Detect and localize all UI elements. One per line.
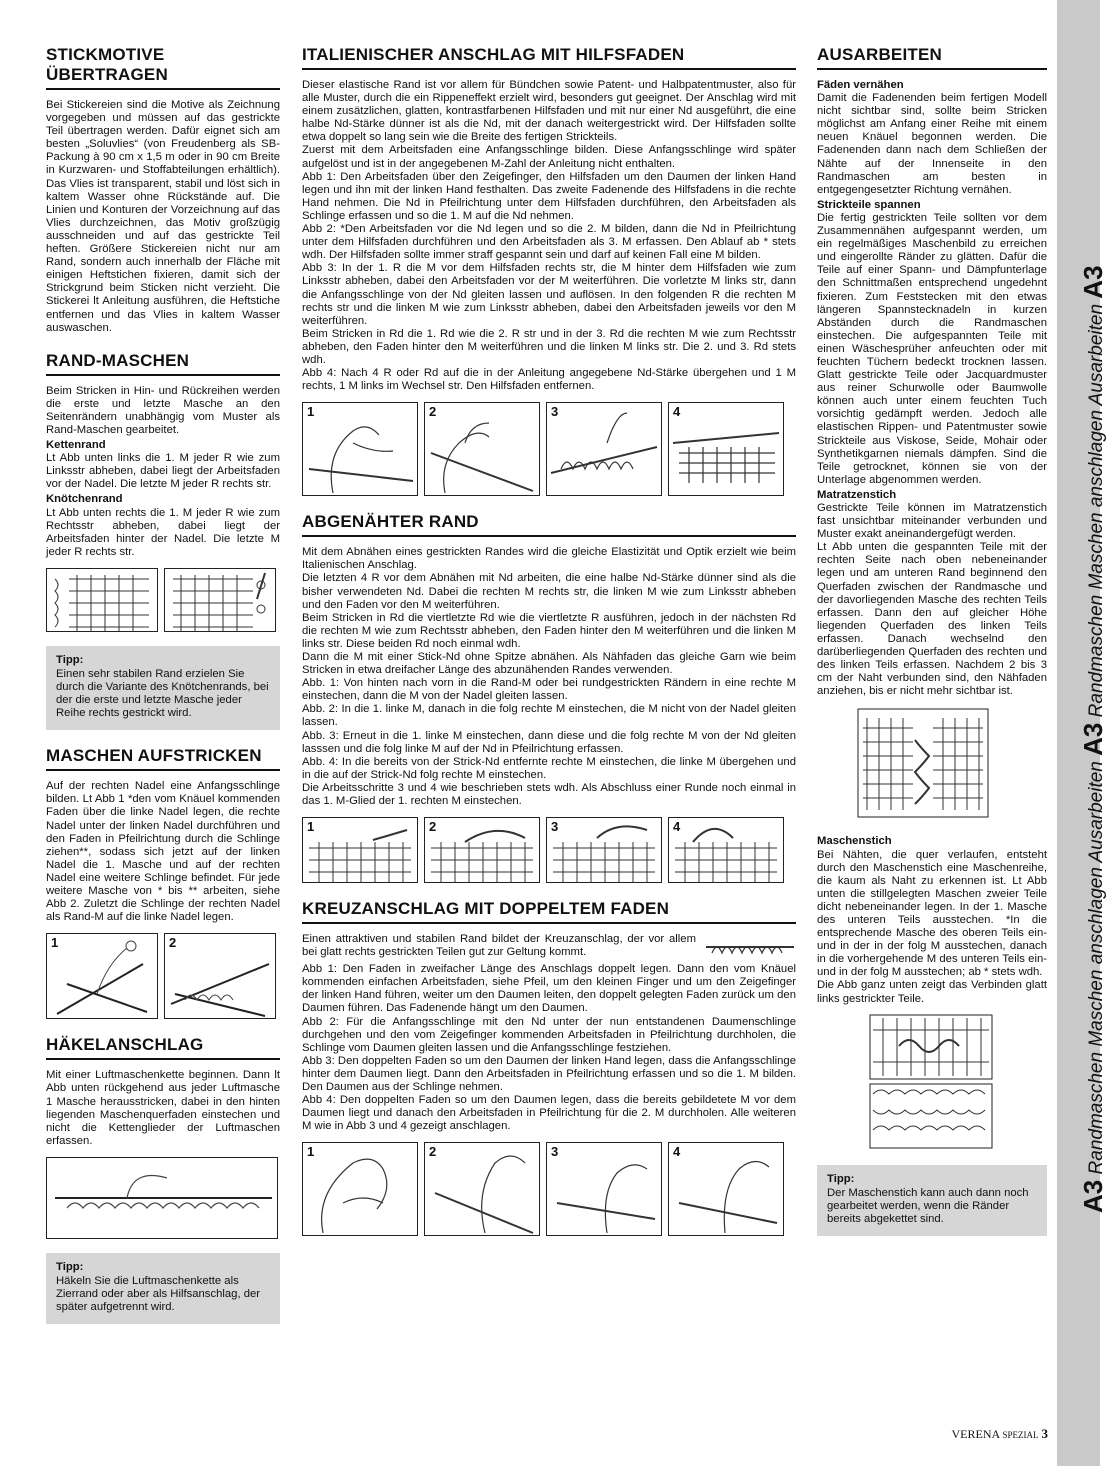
figure-maschenstich — [869, 1014, 1047, 1155]
section-body: Mit dem Abnähen eines gestrickten Randes wird die gleiche Elastizität und Optik erzielt wie beim Italienischen Anschlag. — [302, 546, 796, 572]
figure-panel — [46, 933, 158, 1019]
figure-panel — [546, 402, 662, 496]
figure-panel — [668, 1142, 784, 1236]
needles-drawing — [47, 934, 157, 1018]
hand-drawing — [669, 1143, 783, 1235]
figure-number: 2 — [429, 404, 437, 420]
tip-title: Tipp: — [56, 1260, 84, 1273]
knoetchenrand-drawing — [165, 569, 275, 631]
hand-needle-drawing — [303, 403, 417, 495]
section-body: Lt Abb unten die gespannten Teile mit der rechten Seite nach oben nebeneinander legen und am unteren Rand beginnend den Querfaden zwischen der Randmasche und der davorliegenden Masche des rechten Teils erfassen. Dann den auf gleicher Höhe liegenden Querfaden des linken Teils erfassen. Danach wechselnd den darüberliegenden Querfaden des rechten und des linken Teils erfassen. Nachdem 2 bis 3 cm der Naht verbunden sind, den Nähfaden anziehen, bis er nicht mehr sichtbar ist. — [817, 541, 1047, 698]
section-title: HÄKELANSCHLAG — [46, 1035, 280, 1060]
subheading: Strickteile spannen — [817, 198, 921, 211]
section-body: Abb. 4: In die bereits von der Strick-Nd entfernte rechte M einstechen, die linke M übergehen und in die auf der Strick-Nd folg rechte M einstechen. — [302, 755, 796, 781]
section-body: Mit einer Luftmaschenkette beginnen. Dann lt Abb unten rückgehend aus jeder Luftmasche 1 Masche herausstricken, dabei in den hinten liegenden Maschenquerfaden einstechen und nicht die Kettenglieder der Luftmaschen erfassen. — [46, 1069, 280, 1147]
section-italienischer-anschlag — [302, 45, 796, 496]
section-body: Beim Stricken in Rd die viertletzte Rd wie die viertletzte R ausführen, jedoch in der nächsten Rd die rechten M wie zum Rechtsstr abheben, den Faden hinter den M weiterführen und die linken M links str. Diese beiden Rd noch einmal wdh. — [302, 611, 796, 650]
figure-panel — [668, 817, 784, 883]
section-maschen-aufstricken — [46, 746, 280, 1019]
subheading: Maschenstich — [817, 835, 892, 848]
figure-number: 1 — [307, 404, 315, 420]
figure-number: 1 — [307, 1144, 315, 1160]
section-title: MASCHEN AUFSTRICKEN — [46, 746, 280, 771]
subheading: Matratzenstich — [817, 488, 897, 501]
section-title: RAND-MASCHEN — [46, 351, 280, 376]
knit-edge-illustration — [164, 568, 276, 632]
column-left — [46, 45, 280, 1340]
figure-kreuzanschlag — [302, 1142, 796, 1236]
tip-body: Der Maschenstich kann auch dann noch gearbeitet werden, wenn die Ränder bereits abgekettet sind. — [827, 1186, 1029, 1225]
kreuzanschlag-intro — [302, 933, 796, 963]
section-body: Abb 3: In der 1. R die M vor dem Hilfsfaden rechts str, die M hinter dem Hilfsfaden wie zum Linksstr abheben, dabei den Arbeitsfaden vor der M weiterführen. Die vorletzte M links str, dann die Anfangsschlinge von der Nd gleiten lassen und auflösen. In den folgenden R die rechten M rechts str und die linken M wie zum Linksstr abheben, dabei den Arbeitsfaden jeweils vor den M weiterführen. — [302, 262, 796, 327]
section-body: Abb. 2: In die 1. linke M, danach in die folg rechte M einstechen, die M nicht von der Nadel gleiten lassen. — [302, 703, 796, 729]
figure-panel — [424, 817, 540, 883]
figure-number: 2 — [429, 1144, 437, 1160]
sidebar-label — [1078, 265, 1109, 1213]
figure-panel — [424, 402, 540, 496]
knit-edge-illustration — [46, 568, 158, 632]
section-body: Zuerst mit dem Arbeitsfaden eine Anfangsschlinge bilden. Diese Anfangsschlinge wird später aufgelöst und ist in der angegebenen M-Zahl der Anleitung nicht enthalten. — [302, 144, 796, 170]
subheading: Fäden vernähen — [817, 79, 904, 91]
hand-drawing — [425, 1143, 539, 1235]
figure-number: 1 — [307, 819, 315, 835]
figure-panel — [424, 1142, 540, 1236]
chapter-code: A3 — [1078, 722, 1108, 756]
section-body: Beim Stricken in Hin- und Rückreihen werden die erste und letzte Masche an den Seitenrändern unabhängig vom Muster als Rand-Maschen gearbeitet. — [46, 384, 280, 436]
tip-body: Einen sehr stabilen Rand erzielen Sie durch die Variante des Knötchenrands, bei der die erste und letzte Masche jeder Reihe rechts gestrickt wird. — [56, 667, 269, 720]
tip-title: Tipp: — [56, 653, 84, 666]
subheading: Knötchenrand — [46, 493, 123, 506]
section-body: Abb 2: *Den Arbeitsfaden vor die Nd legen und so die 2. M bilden, dann die Nd in Pfeilrichtung unter dem Hilfsfaden durchführen und den Arbeitsfaden als 3. M erfassen. Den Ablauf ab * stets wdh. Der Hilfsfaden sollte immer straff gespannt sein und darf auf keinen Fall eine M bilden. — [302, 223, 796, 262]
column-right — [817, 45, 1047, 1252]
cast-on-row-drawing — [704, 933, 796, 963]
cast-on-drawing — [547, 403, 661, 495]
figure-haekelanschlag — [46, 1157, 280, 1239]
mattress-stitch-drawing — [857, 708, 989, 818]
section-body: Abb 1: Den Arbeitsfaden über den Zeigefinger, den Hilfsfaden um den Daumen der linken Hand legen und ihn mit der linken Hand festhalten. Das zweite Fadenende des Hilfsfadens in die rechte Hand nehmen. Die Nd in Pfeilrichtung unter dem Hilfsfaden durchführen, den Arbeitsfaden als Schlinge erfassen und so die 1. M auf die Nd nehmen. — [302, 170, 796, 222]
chapter-topics: Randmaschen Maschen anschlagen Ausarbeiten — [1086, 303, 1107, 718]
figure-number: 3 — [551, 819, 559, 835]
chapter-code: A3 — [1078, 1179, 1108, 1213]
figure-number: 4 — [673, 404, 681, 420]
figure-number: 1 — [51, 935, 59, 951]
section-title: KREUZANSCHLAG MIT DOPPELTEM FADEN — [302, 899, 796, 924]
section-body: Abb 4: Den doppelten Faden so um den Daumen legen, dass die bereits gebildetete M vor dem Daumen liegt und danach den Arbeitsfaden in Pfeilrichtung für die 2. M durchholen. Alle weiteren M wie in Abb 3 und 4 gezeigt anschlagen. — [302, 1094, 796, 1133]
section-kreuzanschlag — [302, 899, 796, 1236]
figure-number: 3 — [551, 404, 559, 420]
section-body: Die Arbeitsschritte 3 und 4 wie beschrieben stets wdh. Als Abschluss einer Runde noch einmal in das 1. M-Glied der 1. rechten M einstechen. — [302, 781, 796, 808]
tip-box — [46, 1253, 280, 1324]
column-middle — [302, 45, 796, 1252]
chapter-code: A3 — [1078, 265, 1108, 299]
section-body: Abb 2: Für die Anfangsschlinge mit den Nd unter der nun entstandenen Daumenschlinge durchgehen und den vom Zeigefinger kommenden Arbeitsfaden in Pfeilrichtung durchholen, die Schlinge vom Daumen gleiten lassen und die Anfangsschlinge festziehen. — [302, 1015, 796, 1054]
crochet-chain-drawing — [47, 1158, 277, 1238]
section-stickmotive — [46, 45, 280, 335]
section-body: Abb 4: Nach 4 R oder Rd auf die in der Anleitung angegebene Nd-Stärke übergehen und 1 M rechts, 1 M links im Wechsel str. Den Hilfsfaden entfernen. — [302, 367, 796, 393]
page-number: 3 — [1041, 1426, 1048, 1441]
section-body: Lt Abb unten rechts die 1. M jeder R wie zum Rechtsstr abheben, dabei liegt der Arbeitsfaden hinter der Nadel. Die letzte M jeder R rechts str. — [46, 506, 280, 558]
figure-number: 2 — [169, 935, 177, 951]
kettenrand-drawing — [47, 569, 157, 631]
sewn-edge-drawing — [669, 818, 783, 882]
section-body: Bei Stickereien sind die Motive als Zeichnung vorgegeben und müssen auf das gestrickte Teil übertragen werden. Dafür eignet sich am besten „Soluvlies“ (von Freudenberg als SB-Packung à 90 cm x 1,5 m oder in 90 cm Breite in Kurzwaren- und Stoffabteilungen erhältlich). Das Vlies ist transparent, stabil und löst sich in kaltem Wasser ohne Rückstände auf. Die Linien und Konturen der Vorzeichnung auf das Vlies durchzeichnen, das Motiv großzügig ausschneiden und auf das gestrickte Teil heften. Größere Stickereien nicht nur am Rand, sondern auch innerhalb der Fläche mit einigen Heftstichen fixieren, damit sich der Strickgrund beim Sticken nicht verzieht. Die Stickerei lt Anleitung ausführen, die Heftstiche entfernen und das Vlies in kaltem Wasser auswaschen. — [46, 99, 280, 334]
section-body: Gestrickte Teile können im Matratzenstich fast unsichtbar miteinander verbunden und Muster exakt aneinandergefügt werden. — [817, 502, 1047, 541]
figure-panel — [546, 1142, 662, 1236]
kitchener-stitch-drawing — [869, 1014, 993, 1150]
figure-panel — [668, 402, 784, 496]
page-footer — [952, 1426, 1049, 1442]
subheading: Kettenrand — [46, 439, 106, 452]
brand-edition: SPEZIAL — [1002, 1430, 1039, 1440]
hand-drawing — [303, 1143, 417, 1235]
section-body: Abb 3: Den doppelten Faden so um den Daumen der linken Hand legen, dass die Anfangsschlinge hinter dem Daumen liegt. Dann den Arbeitsfaden in Pfeilrichtung erfassen und so die 1. M bilden. Den Daumen aus der Schlinge nehmen. — [302, 1054, 796, 1093]
hand-drawing — [547, 1143, 661, 1235]
figure-randmaschen — [46, 568, 280, 632]
chapter-topics: Randmaschen Maschen anschlagen Ausarbeiten — [1086, 761, 1107, 1175]
section-body: Abb. 1: Von hinten nach vorn in die Rand-M oder bei rundgestrickten Rändern in eine rechte M einstechen, dann die M von der Nadel gleiten lassen. — [302, 677, 796, 703]
tip-box — [46, 646, 280, 730]
section-body: Die fertig gestrickten Teile sollten vor dem Zusammennähen aufgespannt werden, um ein regelmäßiges Maschenbild zu erreichen und eingerollte Ränder zu glätten. Dafür die Teile auf einer Spann- und Dämpfunterlage den Schnittmaßen entsprechend ungedehnt fixieren. Zum Feststecken mit den etwas längeren Spannstecknadeln in kurzen Abständen durch die Randmaschen einstechen. Die aufgespannten Teile mit einen Wäschesprüher anfeuchten oder mit feuchten Tüchern bedeckt trocknen lassen. Glatt gestrickte Teile oder Jacquardmuster aus reiner Schurwolle oder Baumwolle können auch unter einem feuchten Tuch vorsichtig gedämpft werden. Jedoch alle elastischen Rippen- und Patentmuster sowie Strickteile aus Viskose, Seide, Mohair oder Synthetikgarnen niemals dämpfen. Sind die Teile getrocknet, können sie von der Unterlage abgenommen werden. — [817, 211, 1047, 486]
sewn-edge-drawing — [425, 818, 539, 882]
needles-drawing — [165, 934, 275, 1018]
figure-panel — [302, 1142, 418, 1236]
figure-abgenaeht — [302, 817, 796, 883]
figure-aufstricken — [46, 933, 280, 1019]
sewn-edge-drawing — [303, 818, 417, 882]
tip-title: Tipp: — [827, 1172, 855, 1185]
tip-box — [817, 1165, 1047, 1236]
section-body: Auf der rechten Nadel eine Anfangsschlinge bilden. Lt Abb 1 *den vom Knäuel kommenden Faden über die linke Nadel legen, die rechte Nadel unter der linken Nadel durchführen und den Faden in Pfeilrichtung durch die Schlinge ziehen**, sodass sich jetzt auf der linken Nadel die 1. Masche und auf der rechten Nadel eine weitere Schlinge befindet. Für jede weitere Masche von * bis ** arbeiten, siehe Abb 2. Zuletzt die Schlinge der rechten Nadel als Rand-M auf die linke Nadel legen. — [46, 780, 280, 924]
section-body: Abb. 3: Erneut in die 1. linke M einstechen, dann diese und die folg rechte M von der Nd gleiten lasssen und die folg linke M auf der Nd in Pfeilrichtung erfassen. — [302, 729, 796, 755]
section-body: Bei Nähten, die quer verlaufen, entsteht durch den Maschenstich eine Maschenreihe, die kaum als Naht zu erkennen ist. Lt Abb unten die stillgelegten Maschen zweier Teile dicht nebeneinander legen. In der 1. Masche des unteren Teils ausstechen. *In die entsprechende Masche des oberen Teils ein- und in der in der folg M ausstechen, danach in die vorhergehende M des unteren Teils ein- und in der folg M ausstechen; ab * stets wdh. — [817, 848, 1047, 979]
figure-panel — [302, 817, 418, 883]
figure-number: 4 — [673, 819, 681, 835]
section-body: Lt Abb unten links die 1. M jeder R wie zum Linksstr abheben, dabei liegt der Arbeitsfaden vor der Nadel. Die letzte M jeder R rechts str. — [46, 452, 280, 491]
section-body: Dieser elastische Rand ist vor allem für Bündchen sowie Patent- und Halbpatentmuster, also für alle Muster, durch die ein Rippeneffekt erzielt wird, besonders gut geeignet. Der Anschlag wird mit einem zusätzlichen, glatten, kontrastfarbenen Hilfsfaden und mit nur einer Nd ausgeführt, die eine halbe Nd-Stärke dünner ist als die Nd, mit der danach weitergestrickt wird. Der Hilfsfaden sollte etwa doppelt so lang sein wie die Breite des fertigen Strickteils. — [302, 79, 796, 144]
section-title: ITALIENISCHER ANSCHLAG MIT HILFSFADEN — [302, 45, 796, 70]
section-title: AUSARBEITEN — [817, 45, 1047, 70]
figure-italienisch — [302, 402, 796, 496]
section-title: ABGENÄHTER RAND — [302, 512, 796, 537]
figure-number: 3 — [551, 1144, 559, 1160]
section-body: Die letzten 4 R vor dem Abnähen mit Nd arbeiten, die eine halbe Nd-Stärke dünner sind als die bisher verwendeten Nd. Dabei die rechten M rechts str, die linken M wie zum Linksstr abheben und den Faden vor den M weiterführen. — [302, 572, 796, 611]
section-body: Die Abb ganz unten zeigt das Verbinden glatt links gestrickter Teile. — [817, 979, 1047, 1005]
figure-panel — [302, 402, 418, 496]
section-ausarbeiten — [817, 45, 1047, 1236]
figure-panel — [46, 1157, 278, 1239]
section-body: Abb 1: Den Faden in zweifacher Länge des Anschlags doppelt legen. Dann den vom Knäuel kommenden einfachen Arbeitsfaden, siehe Pfeil, um den kleinen Finger und um den Zeigefinger der linken Hand führen, weiter um den Daumen leiten, den doppelt gelegten Faden zurück um den Daumen führen. Das Fadenende hängt um den Daumen. — [302, 963, 796, 1015]
figure-matratzenstich — [857, 708, 1047, 823]
figure-panel — [164, 933, 276, 1019]
section-body: Damit die Fadenenden beim fertigen Modell nicht sichtbar sind, sollte beim Stricken möglichst am Anfang einer Reihe mit einem neuen Knäuel begonnen werden. Die Fadenenden dann nach dem Schließen der Nähte auf der Innenseite in den Randmaschen am besten in entgegengesetzter Richtung vernähen. — [817, 92, 1047, 196]
figure-number: 2 — [429, 819, 437, 835]
ribbing-drawing — [669, 403, 783, 495]
section-rand-maschen — [46, 351, 280, 731]
sewn-edge-drawing — [547, 818, 661, 882]
figure-number: 4 — [673, 1144, 681, 1160]
section-abgenaehter-rand — [302, 512, 796, 883]
section-body: Einen attraktiven und stabilen Rand bildet der Kreuzanschlag, der vor allem bei glatt rechts gestrickten Teilen gut zur Geltung kommt. — [302, 933, 696, 959]
section-haekelanschlag — [46, 1035, 280, 1324]
hand-needle-drawing — [425, 403, 539, 495]
section-body: Dann die M mit einer Stick-Nd ohne Spitze abnähen. Als Nähfaden das gleiche Garn wie beim Stricken in etwa dreifacher Länge des abzunähenden Randes verwenden. — [302, 651, 796, 677]
tip-body: Häkeln Sie die Luftmaschenkette als Zierrand oder aber als Hilfsanschlag, der später aufgetrennt wird. — [56, 1274, 261, 1314]
section-title: STICKMOTIVE ÜBERTRAGEN — [46, 45, 280, 90]
brand-name: VERENA — [951, 1427, 1000, 1441]
figure-panel — [546, 817, 662, 883]
section-body: Beim Stricken in Rd die 1. Rd wie die 2. R str und in der 3. Rd die rechten M wie zum Rechtsstr abheben, den Faden hinter den M weiterführen und die linken M links str. Die 2. und 3. Rd stets wdh. — [302, 327, 796, 366]
